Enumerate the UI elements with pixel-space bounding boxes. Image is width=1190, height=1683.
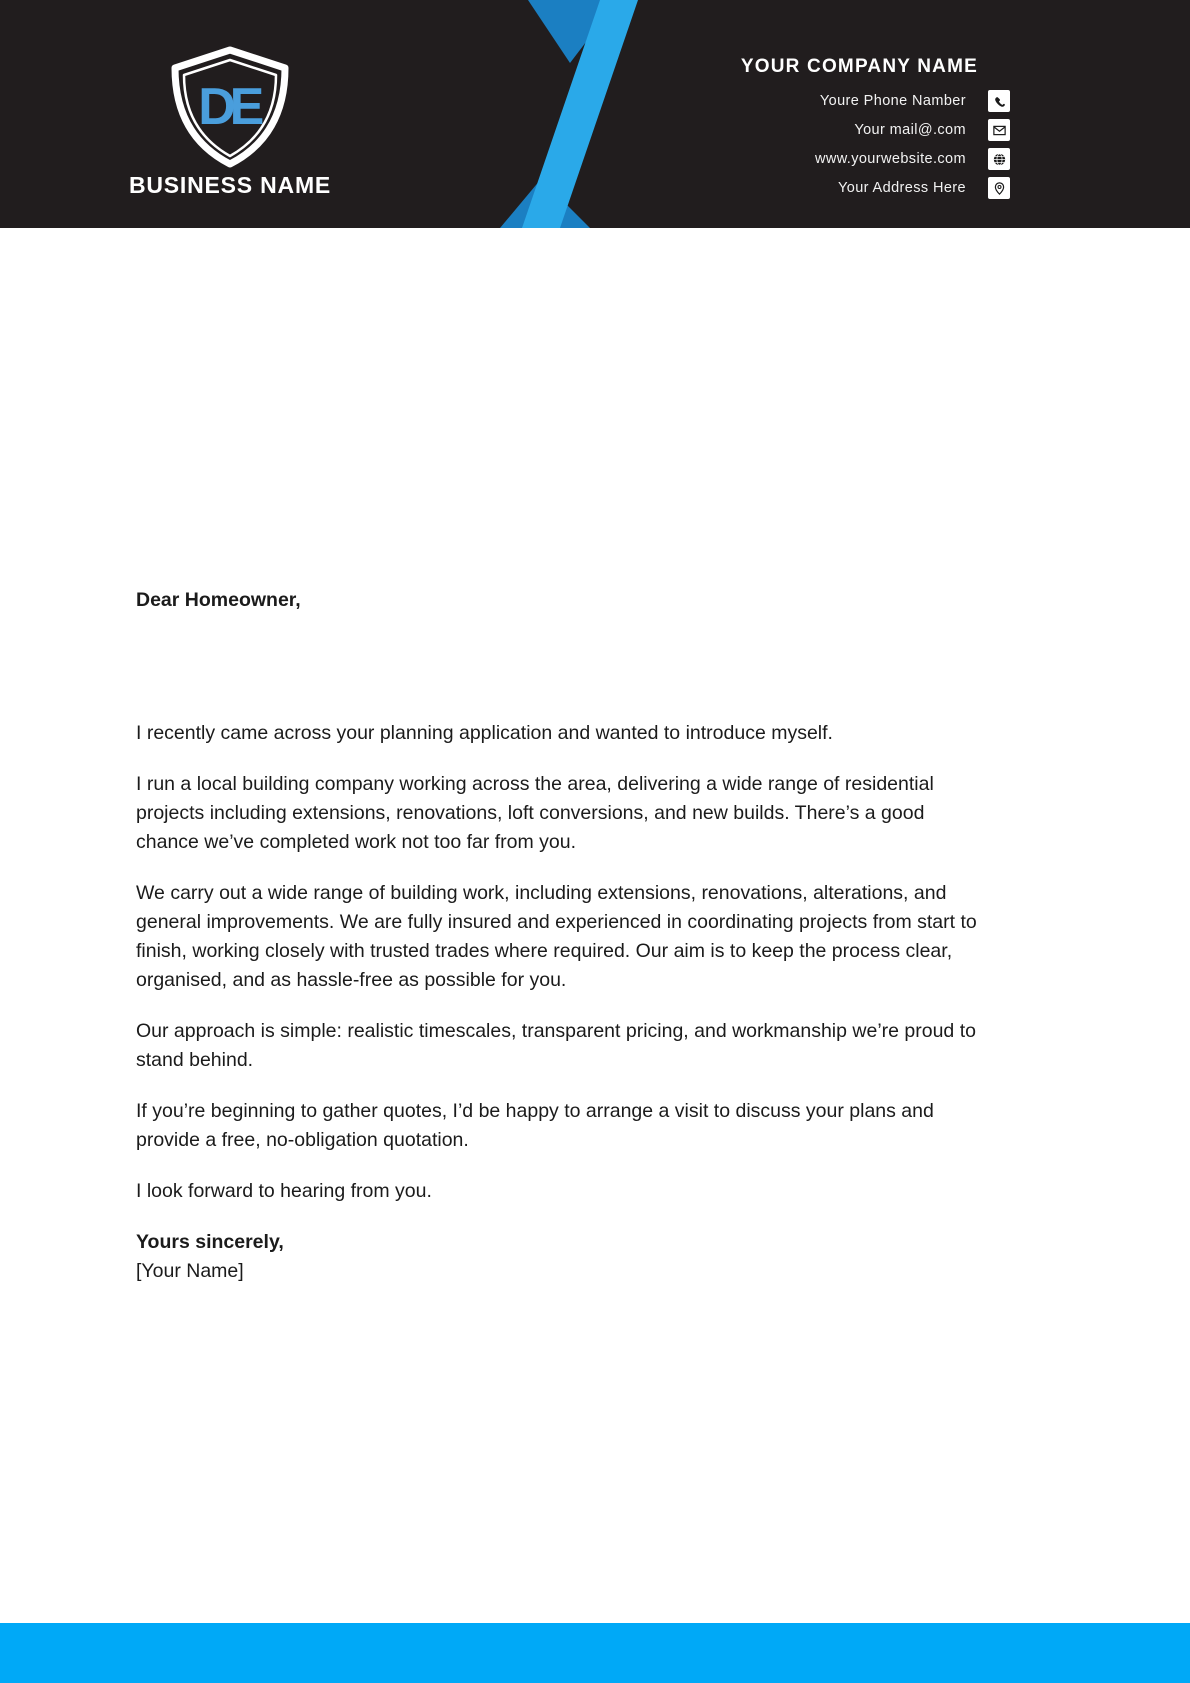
letter-body xyxy=(136,586,981,1286)
letterhead-header xyxy=(0,0,1190,228)
contact-row-website xyxy=(741,148,978,170)
contact-row-phone xyxy=(741,90,978,112)
address-label: Your Address Here xyxy=(838,180,966,196)
letter-paragraph: I recently came across your planning application and wanted to introduce myself. xyxy=(136,722,833,744)
website-label: www.yourwebsite.com xyxy=(814,151,966,167)
globe-icon xyxy=(988,148,1010,170)
phone-label: Youre Phone Namber xyxy=(819,93,966,109)
email-label: Your mail@.com xyxy=(854,122,966,138)
footer-accent-bar xyxy=(0,1623,1190,1683)
logo-block xyxy=(120,0,340,228)
letter-closing: Yours sincerely, xyxy=(136,1231,284,1253)
letter-paragraph: I look forward to hearing from you. xyxy=(136,1180,432,1202)
letter-paragraph: If you’re beginning to gather quotes, I’d be happy to arrange a visit to discuss your plans and provide a free, no-obligation quotation. xyxy=(136,1100,934,1151)
email-icon xyxy=(988,119,1010,141)
letter-paragraph: We carry out a wide range of building work, including extensions, renovations, alterations, and general improvements. We are fully insured and experienced in coordinating projects from start to finish, working closely with trusted trades where required. Our aim is to keep the process clear, organised, and as hassle-free as possible for you. xyxy=(136,882,977,991)
letter-signature: [Your Name] xyxy=(136,1260,244,1282)
company-name: YOUR COMPANY NAME xyxy=(740,56,978,77)
shield-logo-icon xyxy=(167,46,293,168)
monogram-letter-e: E xyxy=(229,78,265,136)
location-icon xyxy=(988,177,1010,199)
letter-paragraph: Our approach is simple: realistic timescales, transparent pricing, and workmanship we’re proud to stand behind. xyxy=(136,1020,976,1071)
contact-row-email xyxy=(741,119,978,141)
phone-icon xyxy=(988,90,1010,112)
letter-paragraph: I run a local building company working across the area, delivering a wide range of residential projects including extensions, renovations, loft conversions, and new builds. There’s a good chance we’ve completed work not too far from you. xyxy=(136,773,934,853)
letter-greeting: Dear Homeowner, xyxy=(136,589,301,611)
contact-row-address xyxy=(741,177,978,199)
business-name: BUSINESS NAME xyxy=(128,172,332,198)
monogram-letter-d: D xyxy=(198,78,236,136)
company-contact-block xyxy=(741,56,978,206)
